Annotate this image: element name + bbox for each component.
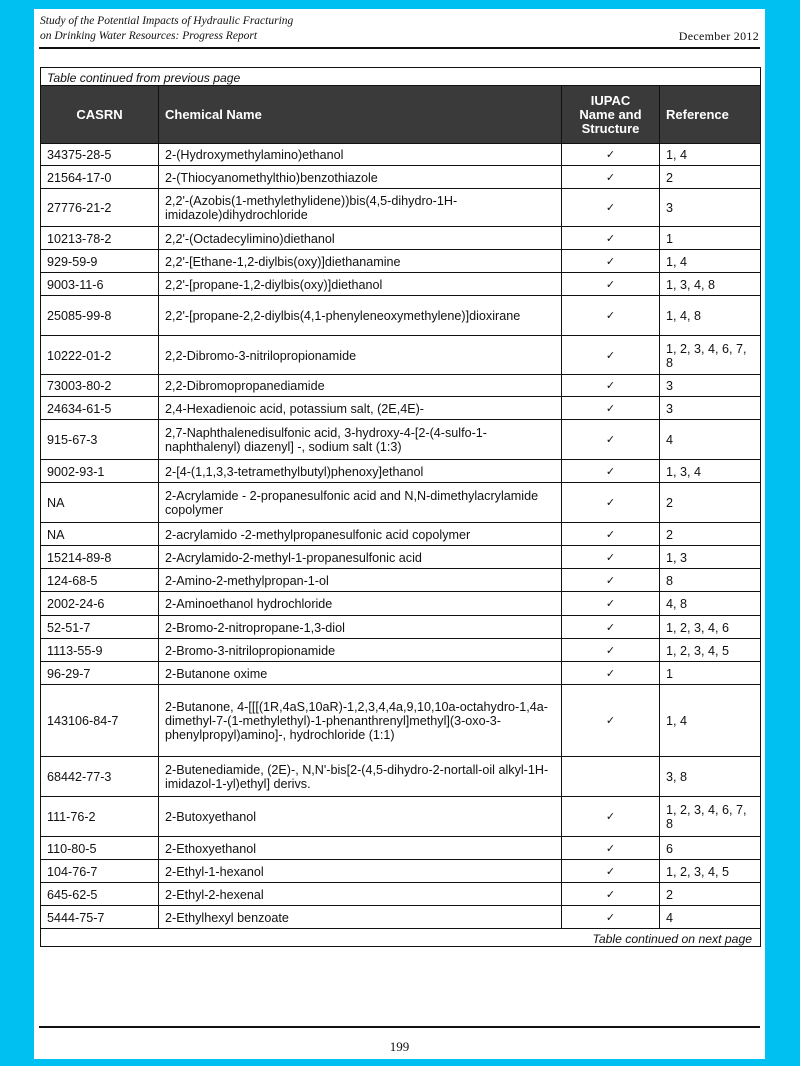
iupac-cell — [562, 757, 660, 797]
report-date: December 2012 — [678, 29, 759, 43]
table-continued-from-note: Table continued from previous page — [41, 68, 761, 86]
chemical-name-cell: 2-Bromo-2-nitropropane-1,3-diol — [159, 616, 562, 639]
checkmark-icon: ✓ — [605, 598, 616, 610]
table-row — [41, 250, 761, 273]
casrn-cell: 111-76-2 — [41, 797, 159, 837]
casrn-cell: 915-67-3 — [41, 420, 159, 460]
checkmark-icon: ✓ — [605, 278, 616, 291]
table-row — [41, 592, 761, 616]
iupac-cell — [562, 523, 660, 546]
casrn-cell: 9002-93-1 — [41, 460, 159, 483]
iupac-cell — [562, 639, 660, 662]
table-row — [41, 860, 761, 883]
iupac-cell — [562, 662, 660, 685]
chemical-name-cell: 2-(Hydroxymethylamino)ethanol — [159, 144, 562, 166]
chemical-name-cell: 2-(Thiocyanomethylthio)benzothiazole — [159, 166, 562, 189]
chemical-name-cell: 2,4-Hexadienoic acid, potassium salt, (2E,4E)- — [159, 397, 562, 420]
iupac-cell — [562, 883, 660, 906]
reference-cell: 2 — [660, 483, 761, 523]
table-row — [41, 483, 761, 523]
table-body — [41, 144, 761, 929]
reference-cell: 1, 2, 3, 4, 6 — [660, 616, 761, 639]
table-row — [41, 144, 761, 166]
iupac-cell — [562, 397, 660, 420]
chemical-name-cell: 2-Butanone, 4-[[[(1R,4aS,10aR)-1,2,3,4,4a,9,10,10a-octahydro-1,4a-dimethyl-7-(1-methylethyl)-1-phenanthrenyl]methyl](3-oxo-3-phenylpropyl)amino]-, hydrochloride (1:1) — [159, 685, 562, 757]
iupac-cell — [562, 906, 660, 929]
chemical-name-cell: 2,2'-(Azobis(1-methylethylidene))bis(4,5-dihydro-1H-imidazole)dihydrochloride — [159, 189, 562, 227]
checkmark-icon: ✓ — [605, 349, 616, 362]
reference-cell: 2 — [660, 166, 761, 189]
checkmark-icon: ✓ — [605, 171, 616, 184]
iupac-cell — [562, 592, 660, 616]
casrn-cell: NA — [41, 523, 159, 546]
reference-cell: 1, 3, 4 — [660, 460, 761, 483]
casrn-cell: 143106-84-7 — [41, 685, 159, 757]
report-title-line2: on Drinking Water Resources: Progress Report — [40, 30, 258, 42]
reference-cell: 1 — [660, 662, 761, 685]
casrn-cell: 25085-99-8 — [41, 296, 159, 336]
reference-cell: 3 — [660, 189, 761, 227]
table-row — [41, 639, 761, 662]
iupac-cell — [562, 546, 660, 569]
checkmark-icon: ✓ — [605, 232, 616, 245]
column-header-iupac — [562, 86, 660, 144]
reference-cell: 1, 4 — [660, 250, 761, 273]
reference-cell: 1, 4 — [660, 144, 761, 166]
chemical-name-cell: 2,2-Dibromopropanediamide — [159, 375, 562, 397]
casrn-cell: 96-29-7 — [41, 662, 159, 685]
iupac-header-line2: Name and — [579, 106, 642, 122]
iupac-cell — [562, 227, 660, 250]
iupac-cell — [562, 144, 660, 166]
table-row — [41, 189, 761, 227]
chemical-name-cell: 2-Ethyl-2-hexenal — [159, 883, 562, 906]
iupac-header-line1: IUPAC — [590, 92, 631, 108]
chemical-name-cell: 2-Butoxyethanol — [159, 797, 562, 837]
checkmark-icon: ✓ — [605, 811, 616, 823]
table-row — [41, 375, 761, 397]
checkmark-icon: ✓ — [605, 202, 616, 214]
footer-divider — [39, 1026, 760, 1028]
checkmark-icon: ✓ — [605, 497, 616, 509]
casrn-cell: 10222-01-2 — [41, 336, 159, 375]
checkmark-icon: ✓ — [605, 911, 616, 924]
chemical-name-cell: 2-Butanone oxime — [159, 662, 562, 685]
chemical-name-cell: 2-acrylamido -2-methylpropanesulfonic acid copolymer — [159, 523, 562, 546]
checkmark-icon: ✓ — [605, 574, 616, 587]
checkmark-icon: ✓ — [605, 715, 616, 727]
checkmark-icon: ✓ — [605, 621, 616, 634]
casrn-cell: 110-80-5 — [41, 837, 159, 860]
chemical-name-cell: 2,2-Dibromo-3-nitrilopropionamide — [159, 336, 562, 375]
chemicals-table — [40, 67, 761, 947]
reference-cell: 1, 3, 4, 8 — [660, 273, 761, 296]
chemical-name-cell: 2-Aminoethanol hydrochloride — [159, 592, 562, 616]
reference-cell: 1 — [660, 227, 761, 250]
reference-cell: 1, 2, 3, 4, 6, 7, 8 — [660, 336, 761, 375]
checkmark-icon: ✓ — [605, 402, 616, 415]
report-title — [40, 14, 293, 44]
iupac-cell — [562, 296, 660, 336]
checkmark-icon: ✓ — [605, 842, 616, 855]
page-number: 199 — [389, 1039, 410, 1054]
checkmark-icon: ✓ — [605, 865, 616, 878]
table-row — [41, 523, 761, 546]
chemical-name-cell: 2-Butenediamide, (2E)-, N,N'-bis[2-(4,5-dihydro-2-nortall-oil alkyl-1H-imidazol-1-yl)ethyl] derivs. — [159, 757, 562, 797]
reference-cell: 2 — [660, 523, 761, 546]
reference-cell: 3 — [660, 397, 761, 420]
casrn-cell: 929-59-9 — [41, 250, 159, 273]
iupac-cell — [562, 250, 660, 273]
column-header-reference: Reference — [660, 86, 761, 144]
table-row — [41, 420, 761, 460]
chemical-name-cell: 2-Ethyl-1-hexanol — [159, 860, 562, 883]
chemical-name-cell: 2-Acrylamido-2-methyl-1-propanesulfonic acid — [159, 546, 562, 569]
reference-cell: 3 — [660, 375, 761, 397]
table-row — [41, 616, 761, 639]
reference-cell: 1, 3 — [660, 546, 761, 569]
header-divider — [39, 47, 760, 49]
table-continued-on-note: Table continued on next page — [41, 929, 761, 947]
iupac-cell — [562, 837, 660, 860]
iupac-header-line3: Structure — [581, 120, 640, 136]
checkmark-icon: ✓ — [605, 888, 616, 901]
table-row — [41, 569, 761, 592]
checkmark-icon: ✓ — [605, 667, 616, 680]
casrn-cell: 34375-28-5 — [41, 144, 159, 166]
iupac-cell — [562, 166, 660, 189]
table-row — [41, 662, 761, 685]
reference-cell: 2 — [660, 883, 761, 906]
casrn-cell: 24634-61-5 — [41, 397, 159, 420]
iupac-cell — [562, 483, 660, 523]
checkmark-icon: ✓ — [605, 310, 616, 322]
checkmark-icon: ✓ — [605, 644, 616, 657]
reference-cell: 1, 2, 3, 4, 5 — [660, 639, 761, 662]
column-header-casrn: CASRN — [41, 86, 159, 144]
chemical-name-cell: 2,2'-[Ethane-1,2-diylbis(oxy)]diethanamine — [159, 250, 562, 273]
checkmark-icon: ✓ — [605, 465, 616, 478]
report-page — [34, 9, 765, 1059]
report-title-line1: Study of the Potential Impacts of Hydraulic Fracturing — [40, 15, 294, 27]
checkmark-icon: ✓ — [605, 255, 616, 268]
casrn-cell: 10213-78-2 — [41, 227, 159, 250]
reference-cell: 1, 4 — [660, 685, 761, 757]
checkmark-icon: ✓ — [605, 380, 616, 392]
casrn-cell: 104-76-7 — [41, 860, 159, 883]
table-row — [41, 397, 761, 420]
casrn-cell: 21564-17-0 — [41, 166, 159, 189]
table-row — [41, 336, 761, 375]
table-row — [41, 227, 761, 250]
table-row — [41, 685, 761, 757]
reference-cell: 4, 8 — [660, 592, 761, 616]
table-row — [41, 546, 761, 569]
iupac-cell — [562, 569, 660, 592]
iupac-cell — [562, 189, 660, 227]
checkmark-icon: ✓ — [605, 149, 616, 161]
table-row — [41, 883, 761, 906]
chemical-name-cell: 2,2'-(Octadecylimino)diethanol — [159, 227, 562, 250]
reference-cell: 1, 2, 3, 4, 5 — [660, 860, 761, 883]
iupac-cell — [562, 273, 660, 296]
casrn-cell: 27776-21-2 — [41, 189, 159, 227]
iupac-cell — [562, 336, 660, 375]
checkmark-icon: ✓ — [605, 434, 616, 446]
reference-cell: 1, 4, 8 — [660, 296, 761, 336]
table-row — [41, 837, 761, 860]
casrn-cell: 2002-24-6 — [41, 592, 159, 616]
table-row — [41, 296, 761, 336]
checkmark-icon: ✓ — [605, 551, 616, 564]
reference-cell: 6 — [660, 837, 761, 860]
chemical-name-cell: 2-Acrylamide - 2-propanesulfonic acid and N,N-dimethylacrylamide copolymer — [159, 483, 562, 523]
casrn-cell: 1113-55-9 — [41, 639, 159, 662]
casrn-cell: 15214-89-8 — [41, 546, 159, 569]
casrn-cell: 9003-11-6 — [41, 273, 159, 296]
iupac-cell — [562, 420, 660, 460]
table-row — [41, 906, 761, 929]
reference-cell: 3, 8 — [660, 757, 761, 797]
chemical-name-cell: 2-Ethylhexyl benzoate — [159, 906, 562, 929]
table-row — [41, 460, 761, 483]
table-row — [41, 273, 761, 296]
reference-cell: 4 — [660, 420, 761, 460]
casrn-cell: 68442-77-3 — [41, 757, 159, 797]
iupac-cell — [562, 797, 660, 837]
column-header-chemical-name: Chemical Name — [159, 86, 562, 144]
casrn-cell: NA — [41, 483, 159, 523]
iupac-cell — [562, 460, 660, 483]
reference-cell: 1, 2, 3, 4, 6, 7, 8 — [660, 797, 761, 837]
casrn-cell: 73003-80-2 — [41, 375, 159, 397]
chemical-name-cell: 2-[4-(1,1,3,3-tetramethylbutyl)phenoxy]ethanol — [159, 460, 562, 483]
iupac-cell — [562, 685, 660, 757]
chemical-name-cell: 2-Amino-2-methylpropan-1-ol — [159, 569, 562, 592]
casrn-cell: 124-68-5 — [41, 569, 159, 592]
checkmark-icon: ✓ — [605, 528, 616, 541]
reference-cell: 4 — [660, 906, 761, 929]
chemical-name-cell: 2,2'-[propane-2,2-diylbis(4,1-phenyleneoxymethylene)]dioxirane — [159, 296, 562, 336]
reference-cell: 8 — [660, 569, 761, 592]
chemical-name-cell: 2-Bromo-3-nitrilopropionamide — [159, 639, 562, 662]
chemical-name-cell: 2,2'-[propane-1,2-diylbis(oxy)]diethanol — [159, 273, 562, 296]
iupac-cell — [562, 860, 660, 883]
casrn-cell: 645-62-5 — [41, 883, 159, 906]
chemical-name-cell: 2,7-Naphthalenedisulfonic acid, 3-hydroxy-4-[2-(4-sulfo-1-naphthalenyl) diazenyl] -, sodium salt (1:3) — [159, 420, 562, 460]
table-row — [41, 797, 761, 837]
iupac-cell — [562, 616, 660, 639]
table-row — [41, 166, 761, 189]
casrn-cell: 52-51-7 — [41, 616, 159, 639]
chemical-name-cell: 2-Ethoxyethanol — [159, 837, 562, 860]
table-row — [41, 757, 761, 797]
casrn-cell: 5444-75-7 — [41, 906, 159, 929]
iupac-cell — [562, 375, 660, 397]
